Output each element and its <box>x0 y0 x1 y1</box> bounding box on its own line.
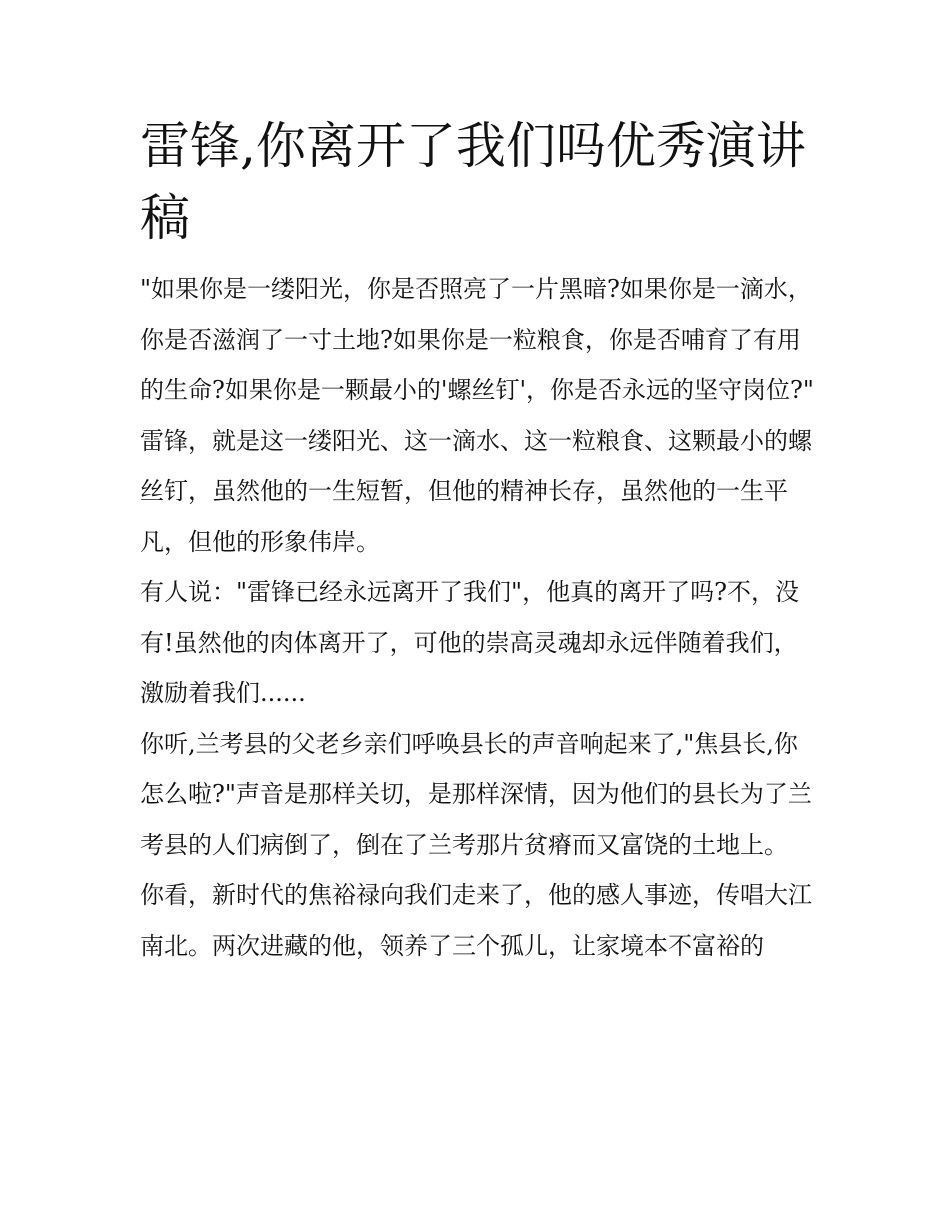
document-title: 雷锋,你离开了我们吗优秀演讲稿 <box>140 117 806 247</box>
paragraph: 你看，新时代的焦裕禄向我们走来了，他的感人事迹，传唱大江南北。两次进藏的他，领养了三个孤儿，让家境本不富裕的 <box>140 881 812 960</box>
paragraph: "如果你是一缕阳光，你是否照亮了一片黑暗?如果你是一滴水，你是否滋润了一寸土地?如果你是一粒粮食，你是否哺育了有用的生命?如果你是一颗最小的'螺丝钉'，你是否永远的坚守岗位?" <box>140 275 814 404</box>
paragraph: 你听,兰考县的父老乡亲们呼唤县长的声音响起来了,"焦县长,你怎么啦?"声音是那样关切，是那样深情，因为他们的县长为了兰考县的人们病倒了，倒在了兰考那片贫瘠而又富饶的土地上。 <box>140 729 812 859</box>
paragraph: 雷锋，就是这一缕阳光、这一滴水、这一粒粮食、这颗最小的螺丝钉，虽然他的一生短暂，但他的精神长存，虽然他的一生平凡，但他的形象伟岸。 <box>140 426 812 556</box>
document-body <box>140 110 815 971</box>
paragraph: 有人说："雷锋已经永远离开了我们"，他真的离开了吗?不，没有!虽然他的肉体离开了，可他的崇高灵魂却永远伴随着我们，激励着我们...... <box>140 578 799 707</box>
